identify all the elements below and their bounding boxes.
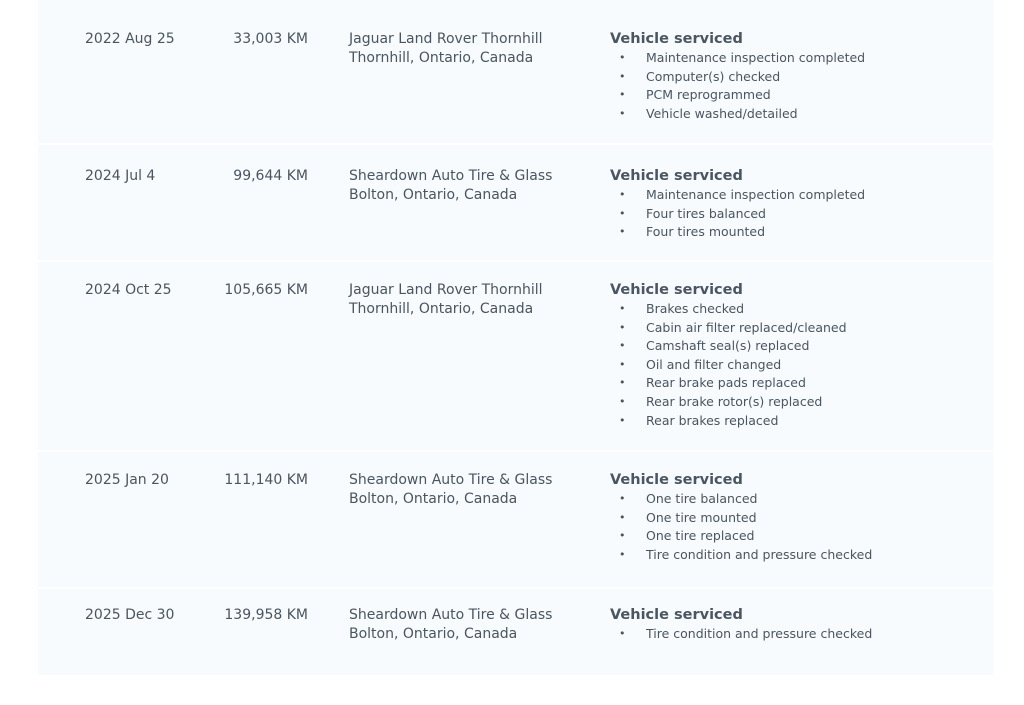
service-location [349, 167, 589, 205]
list-item: • Camshaft seal(s) replaced [610, 337, 990, 356]
bullet-icon: • [619, 510, 626, 524]
service-items-list [610, 490, 990, 564]
location-name: Sheardown Auto Tire & Glass [349, 472, 553, 488]
location-name: Jaguar Land Rover Thornhill [349, 31, 543, 47]
list-item: • Four tires mounted [610, 223, 990, 242]
bullet-icon: • [619, 529, 626, 543]
bullet-icon: • [619, 188, 626, 201]
service-title: Vehicle serviced [610, 472, 743, 488]
service-title: Vehicle serviced [610, 168, 743, 184]
location-city: Bolton, Ontario, Canada [349, 626, 518, 642]
service-date: 2025 Dec 30 [85, 607, 175, 623]
list-item: • One tire balanced [610, 490, 990, 509]
bullet-icon: • [619, 394, 626, 408]
service-location [349, 471, 589, 509]
list-item: • Computer(s) checked [610, 68, 990, 87]
service-title: Vehicle serviced [610, 282, 743, 298]
service-items-list [610, 625, 990, 644]
bullet-icon: • [619, 413, 626, 427]
bullet-icon: • [619, 492, 626, 505]
list-item: • PCM reprogrammed [610, 86, 990, 105]
bullet-icon: • [619, 627, 626, 640]
service-items-list [610, 300, 990, 430]
service-date: 2025 Jan 20 [85, 472, 169, 488]
list-item: • Four tires balanced [610, 205, 990, 224]
bullet-icon: • [619, 88, 626, 102]
location-name: Jaguar Land Rover Thornhill [349, 282, 543, 298]
list-item: • Oil and filter changed [610, 356, 990, 375]
table-row [38, 0, 993, 145]
location-city: Bolton, Ontario, Canada [349, 187, 518, 203]
service-details [610, 606, 990, 644]
list-item: • Tire condition and pressure checked [610, 546, 990, 565]
bullet-icon: • [619, 547, 626, 561]
list-item: • Rear brake pads replaced [610, 374, 990, 393]
list-item: • Maintenance inspection completed [610, 186, 990, 205]
location-name: Sheardown Auto Tire & Glass [349, 168, 553, 184]
service-details [610, 471, 990, 564]
service-history-table [38, 0, 993, 677]
list-item: • One tire replaced [610, 527, 990, 546]
bullet-icon: • [619, 376, 626, 390]
service-details [610, 281, 990, 430]
bullet-icon: • [619, 339, 626, 353]
bullet-icon: • [619, 69, 626, 83]
service-location [349, 281, 589, 319]
bullet-icon: • [619, 51, 626, 64]
location-city: Thornhill, Ontario, Canada [349, 301, 534, 317]
odometer-reading: 139,958 KM [224, 607, 308, 623]
odometer-reading: 111,140 KM [224, 472, 308, 488]
table-row [38, 452, 993, 589]
list-item: • Cabin air filter replaced/cleaned [610, 319, 990, 338]
bullet-icon: • [619, 225, 626, 239]
bullet-icon: • [619, 106, 626, 120]
list-item: • Rear brakes replaced [610, 412, 990, 431]
service-date: 2024 Jul 4 [85, 168, 156, 184]
odometer-reading: 105,665 KM [224, 282, 308, 298]
table-row [38, 145, 993, 262]
service-items-list [610, 186, 990, 242]
list-item: • Maintenance inspection completed [610, 49, 990, 68]
bullet-icon: • [619, 320, 626, 334]
service-location [349, 30, 589, 68]
list-item: • One tire mounted [610, 509, 990, 528]
odometer-reading: 33,003 KM [233, 31, 308, 47]
list-item: • Brakes checked [610, 300, 990, 319]
service-items-list [610, 49, 990, 123]
list-item: • Rear brake rotor(s) replaced [610, 393, 990, 412]
odometer-reading: 99,644 KM [233, 168, 308, 184]
service-date: 2024 Oct 25 [85, 282, 172, 298]
location-city: Bolton, Ontario, Canada [349, 491, 518, 507]
list-item: • Tire condition and pressure checked [610, 625, 990, 644]
list-item: • Vehicle washed/detailed [610, 105, 990, 124]
location-name: Sheardown Auto Tire & Glass [349, 607, 553, 623]
service-details [610, 30, 990, 123]
service-title: Vehicle serviced [610, 607, 743, 623]
service-details [610, 167, 990, 242]
location-city: Thornhill, Ontario, Canada [349, 50, 534, 66]
service-title: Vehicle serviced [610, 31, 743, 47]
table-row [38, 589, 993, 677]
bullet-icon: • [619, 302, 626, 315]
table-row [38, 262, 993, 452]
service-date: 2022 Aug 25 [85, 31, 175, 47]
bullet-icon: • [619, 206, 626, 220]
service-location [349, 606, 589, 644]
bullet-icon: • [619, 357, 626, 371]
